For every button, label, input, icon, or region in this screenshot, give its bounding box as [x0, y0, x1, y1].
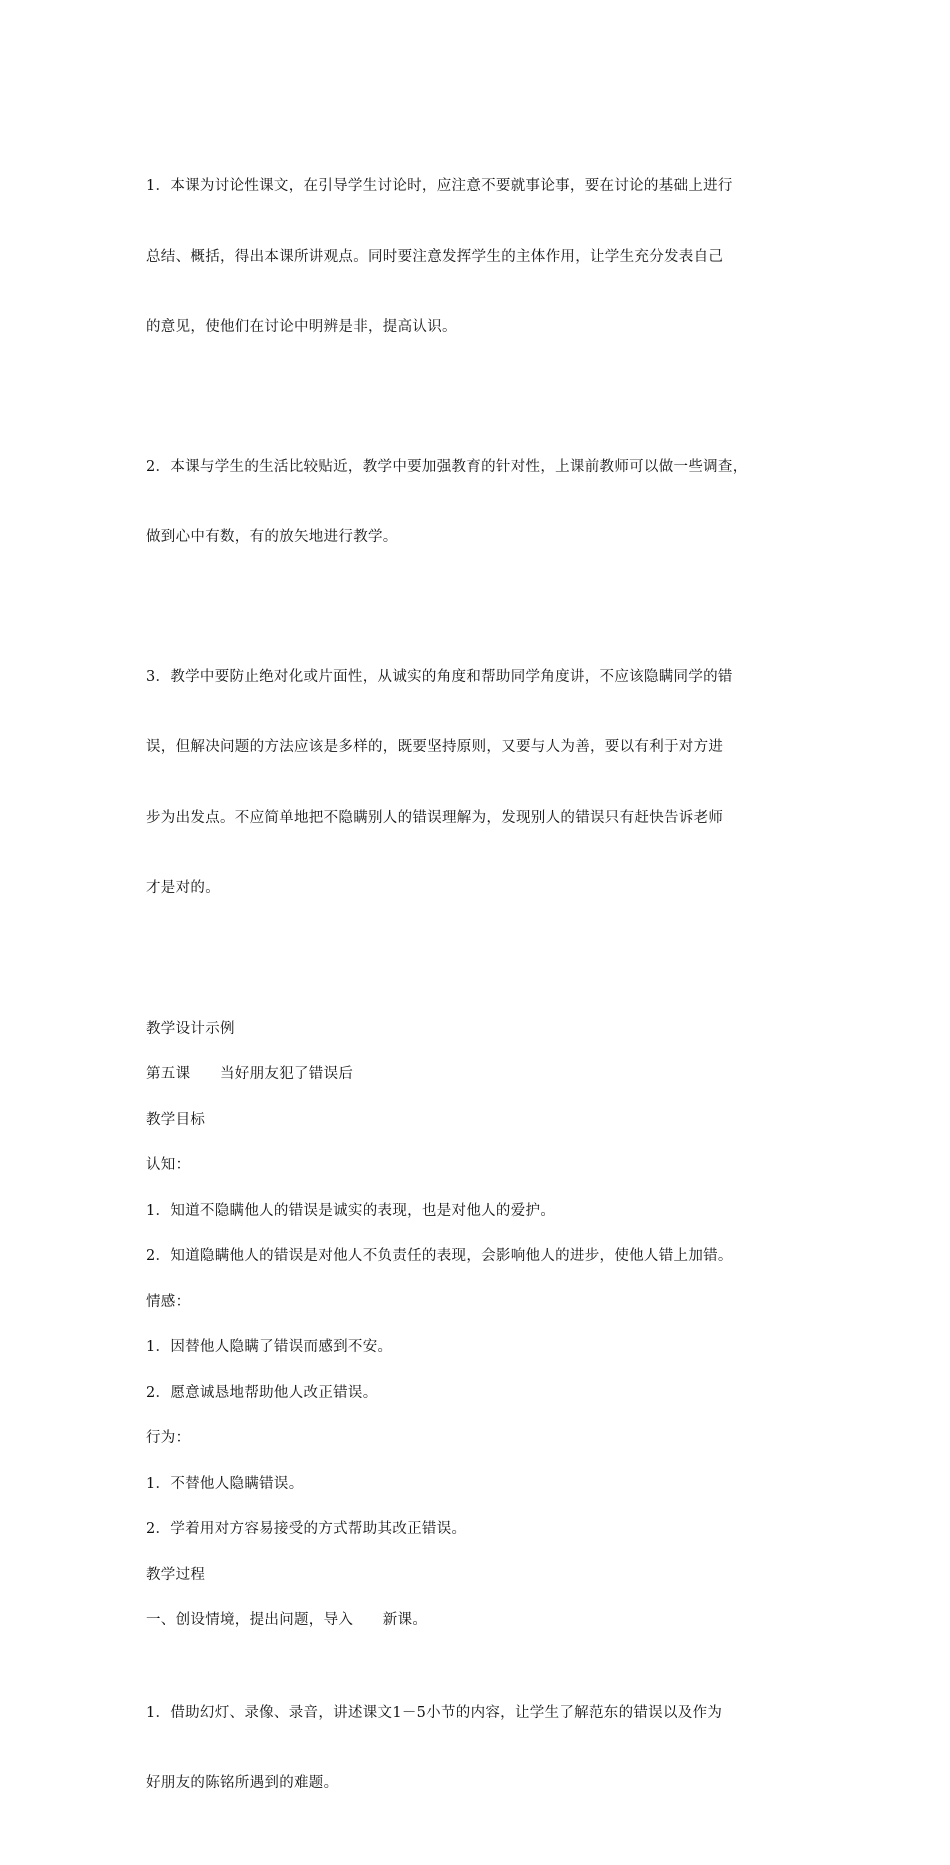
text-line: 好朋友的陈铭所遇到的难题。 [146, 1775, 339, 1791]
cognition-item-2: 2．知道隐瞒他人的错误是对他人不负责任的表现，会影响他人的进步，使他人错上加错。 [146, 1248, 733, 1264]
emotion-item-1: 1．因替他人隐瞒了错误而感到不安。 [146, 1339, 393, 1355]
design-heading: 教学设计示例 [146, 1020, 235, 1037]
note-paragraph-3 [146, 619, 810, 948]
document-page [146, 128, 810, 1865]
text-line: 3．教学中要防止绝对化或片面性，从诚实的角度和帮助同学角度讲，不应该隐瞒同学的错 [146, 668, 733, 685]
step1-item-1 [146, 1655, 810, 1843]
note-paragraph-2 [146, 409, 810, 597]
process-heading: 教学过程 [146, 1566, 206, 1583]
emotion-item-2: 2．愿意诚恳地帮助他人改正错误。 [146, 1384, 378, 1401]
cognition-item-1: 1．知道不隐瞒他人的错误是诚实的表现，也是对他人的爱护。 [146, 1202, 556, 1219]
step1-title: 一、创设情境，提出问题，导入 新课。 [146, 1612, 428, 1628]
text-line: 误，但解决问题的方法应该是多样的，既要坚持原则，又要与人为善，要以有利于对方进 [146, 739, 724, 755]
emotion-label: 情感： [146, 1293, 191, 1310]
text-line: 总结、概括，得出本课所讲观点。同时要注意发挥学生的主体作用，让学生充分发表自己 [146, 248, 724, 265]
note-paragraph-1 [146, 128, 810, 387]
text-line: 步为出发点。不应简单地把不隐瞒别人的错误理解为，发现别人的错误只有赶快告诉老师 [146, 809, 724, 826]
text-line: 才是对的。 [146, 880, 220, 896]
section-spacer [146, 970, 810, 1018]
cognition-label: 认知： [146, 1157, 191, 1173]
lesson-title: 第五课 当好朋友犯了错误后 [146, 1066, 354, 1082]
text-line: 做到心中有数，有的放矢地进行教学。 [146, 529, 398, 545]
text-line: 1．借助幻灯、录像、录音，讲述课文1－5小节的内容，让学生了解范东的错误以及作为 [146, 1704, 723, 1721]
text-line: 1．本课为讨论性课文，在引导学生讨论时，应注意不要就事论事，要在讨论的基础上进行 [146, 178, 733, 194]
behavior-item-1: 1．不替他人隐瞒错误。 [146, 1475, 304, 1492]
behavior-label: 行为： [146, 1430, 191, 1446]
goals-heading: 教学目标 [146, 1111, 206, 1128]
text-line: 2．本课与学生的生活比较贴近，教学中要加强教育的针对性，上课前教师可以做一些调查， [146, 458, 748, 475]
text-line: 的意见，使他们在讨论中明辨是非，提高认识。 [146, 319, 457, 335]
behavior-item-2: 2．学着用对方容易接受的方式帮助其改正错误。 [146, 1521, 467, 1537]
